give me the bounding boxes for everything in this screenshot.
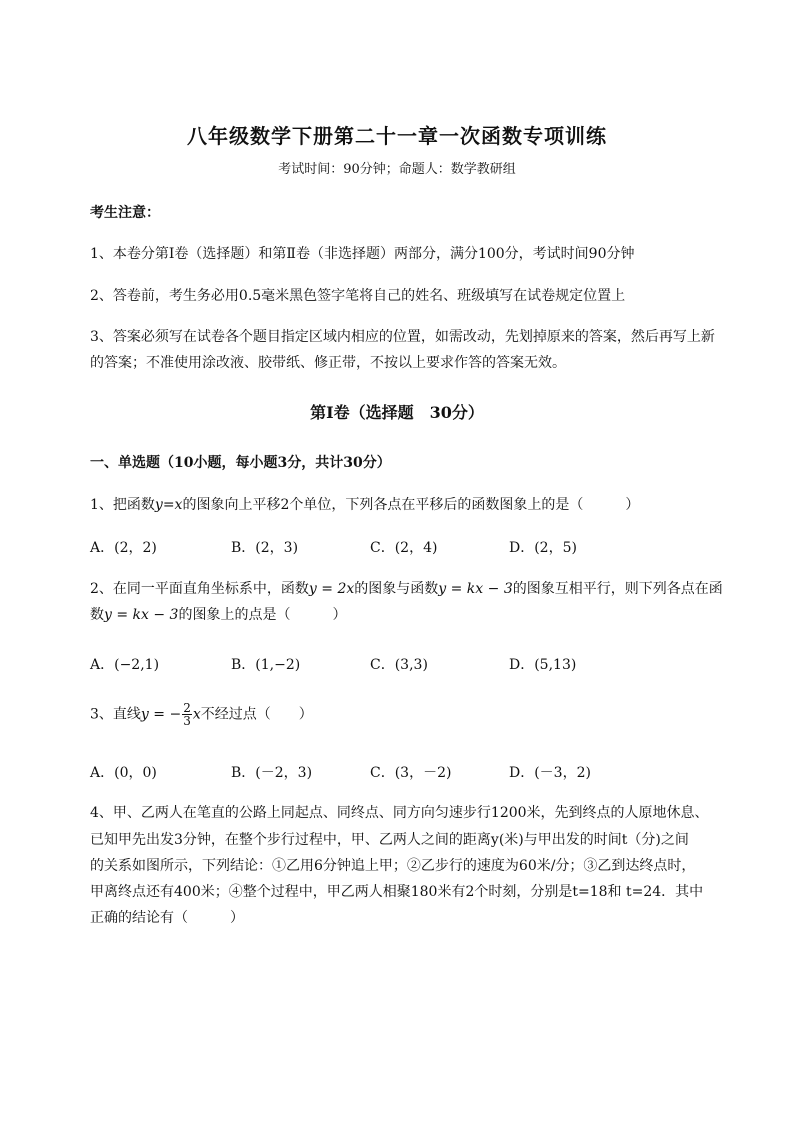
question-3-fraction [182,702,192,727]
question-1-pre: 1、把函数 [90,497,155,513]
question-4-line-1: 4、甲、乙两人在笔直的公路上同起点、同终点、同方向匀速步行1200米，先到终点的人原地休息、 [90,805,709,821]
question-1 [90,494,639,514]
q1-option-c: C．(2，4) [370,540,438,556]
page-title: 八年级数学下册第二十一章一次函数专项训练 [187,124,607,148]
question-3-post: 不经过点（ ） [200,706,313,723]
q1-option-b: B．(2，3) [231,540,299,556]
q1-option-a: A．(2，2) [90,540,157,556]
question-1-expr: y=x [154,497,183,513]
notice-item-3: 3、答案必须写在试卷各个题目指定区域内相应的位置，如需改动，先划掉原来的答案，然后再写上新 [90,329,715,345]
fraction-denominator: 3 [183,714,191,728]
fraction-numerator: 2 [183,701,191,715]
q3-option-b: B．(－2，3) [231,765,313,781]
question-2-expr2: y = kx − 3 [438,581,513,597]
notice-heading: 考生注意： [90,205,160,221]
notice-item-1: 1、本卷分第I卷（选择题）和第Ⅱ卷（非选择题）两部分，满分100分，考试时间90分钟 [90,246,635,262]
question-2-line2-expr: y = kx − 3 [104,607,179,623]
question-2-line2-pre: 数 [90,607,104,623]
question-1-post: 的图象向上平移2个单位，下列各点在平移后的函数图象上的是（ ） [182,497,640,513]
question-4-line-3: 的关系如图所示，下列结论：①乙用6分钟追上甲；②乙步行的速度为60米/分；③乙到达终点时， [90,858,696,874]
part-title: 一、单选题（10小题，每小题3分，共计30分） [90,455,391,471]
question-2-mid: 的图象与函数 [354,581,439,597]
q2-option-d: D．(5,13) [509,657,577,673]
q1-option-d: D．(2，5) [509,540,577,556]
question-4-line-2: 已知甲先出发3分钟，在整个步行过程中，甲、乙两人之间的距离y(米)与甲出发的时间t（分)之间 [90,832,689,848]
question-3-expr-left: y = − [140,706,182,723]
question-2 [90,578,723,598]
q2-option-b: B．(1,−2) [231,657,301,673]
notice-item-2: 2、答卷前，考生务必用0.5毫米黑色签字笔将自己的姓名、班级填写在试卷规定位置上 [90,288,626,304]
q3-option-d: D．(－3，2) [509,765,591,781]
q3-option-a: A．(0，0) [90,765,157,781]
q3-option-c: C．(3，－2) [370,765,452,781]
question-2-post: 的图象互相平行，则下列各点在函 [512,581,723,597]
exam-info: 考试时间：90分钟；命题人：数学教研组 [278,162,516,177]
question-4-line-5: 正确的结论有（ ） [90,910,244,926]
question-2-line2-post: 的图象上的点是（ ） [178,607,347,623]
question-2-pre: 2、在同一平面直角坐标系中，函数 [90,581,309,597]
question-3 [90,702,313,727]
question-4-line-4: 甲离终点还有400米；④整个过程中，甲乙两人相聚180米有2个时刻，分别是t=18和 t=24．其中 [90,884,704,900]
question-3-expr-right: x [192,706,201,723]
q2-option-a: A．(−2,1) [90,657,160,673]
section-title: 第I卷（选择题 30分） [310,403,484,422]
notice-item-3-cont: 的答案；不准使用涂改液、胶带纸、修正带，不按以上要求作答的答案无效。 [90,355,566,371]
question-2-line2 [90,604,346,624]
question-3-pre: 3、直线 [90,706,141,723]
question-2-expr1: y = 2x [308,581,355,597]
q2-option-c: C．(3,3) [370,657,428,673]
